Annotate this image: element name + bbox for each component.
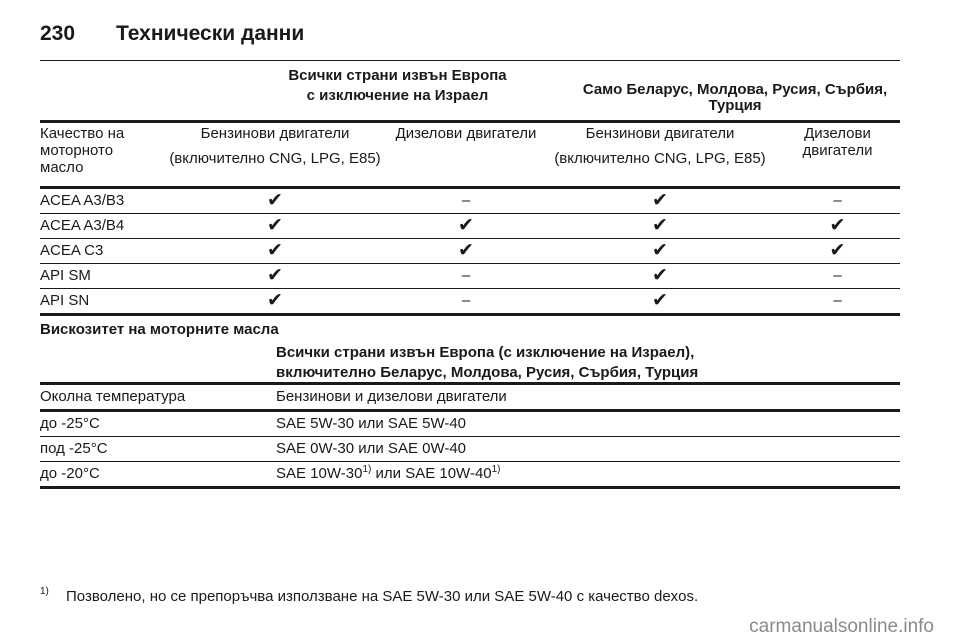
check-icon: ✔: [267, 290, 283, 311]
viscosity-part1: SAE 10W-30: [276, 465, 363, 482]
group-only-countries: Само Беларус, Молдова, Русия, Сърбия, Турция: [582, 81, 888, 114]
check-icon: ✔: [652, 265, 668, 286]
viscosity-part2: или SAE 10W-40: [371, 465, 492, 482]
page-header: [40, 14, 304, 54]
dash-mark: –: [461, 192, 471, 209]
footnote-ref: 1): [362, 464, 372, 475]
footnote: [40, 588, 698, 605]
row-label: API SN: [40, 292, 90, 309]
check-icon: ✔: [458, 240, 474, 261]
check-icon: ✔: [267, 190, 283, 211]
viscosity-head-line2: включително Беларус, Молдова, Русия, Сърбия, Турция: [276, 364, 699, 381]
table-row: [40, 214, 900, 239]
page-title: Технически данни: [116, 22, 305, 45]
check-icon: ✔: [652, 215, 668, 236]
footnote-mark: 1): [40, 586, 49, 597]
temp-cell: до -20°C: [40, 465, 100, 482]
check-icon: ✔: [829, 240, 846, 261]
table-row: [40, 189, 900, 214]
check-icon: ✔: [267, 215, 283, 236]
check-icon: ✔: [652, 240, 668, 261]
watermark-text: carmanualsonline.info: [749, 616, 934, 637]
dash-mark: –: [833, 192, 842, 209]
viscosity-cell: SAE 5W-30 или SAE 5W-40: [276, 415, 467, 432]
col-petrol-only-line1: Бензинови двигатели: [585, 125, 735, 142]
temp-cell: до -25°C: [40, 415, 100, 432]
table-row: [40, 239, 900, 264]
dash-mark: –: [461, 267, 471, 284]
group-all-line2: с изключение на Израел: [306, 87, 489, 104]
table-row: [40, 385, 900, 412]
col-petrol-only-line2: (включително CNG, LPG, E85): [554, 150, 766, 167]
footnote-text: Позволено, но се препоръчва използване на SAE 5W-30 или SAE 5W-40 с качество dexos.: [66, 588, 699, 605]
row-label: ACEA A3/B4: [40, 217, 125, 234]
dash-mark: –: [461, 292, 471, 309]
check-icon: ✔: [458, 215, 474, 236]
group-all-countries: [225, 66, 570, 106]
viscosity-cell: SAE 0W-30 или SAE 0W-40: [276, 440, 467, 457]
table-row: [40, 289, 900, 316]
check-icon: ✔: [267, 240, 283, 261]
row-label: ACEA A3/B3: [40, 192, 125, 209]
col-ambient-temp: Околна температура: [40, 388, 186, 405]
col-engines: Бензинови и дизелови двигатели: [276, 388, 507, 405]
row-label: API SM: [40, 267, 91, 284]
viscosity-cell: [276, 465, 501, 482]
table-row: [40, 462, 900, 489]
col-petrol-only: [540, 125, 780, 167]
row-label: ACEA C3: [40, 242, 104, 259]
check-icon: ✔: [652, 190, 668, 211]
group-all-line1: Всички страни извън Европа: [288, 67, 507, 84]
col-oil-quality: Качество на моторното масло: [40, 125, 125, 176]
dash-mark: –: [833, 292, 842, 309]
check-icon: ✔: [267, 265, 283, 286]
col-petrol-all-line2: (включително CNG, LPG, E85): [169, 150, 381, 167]
footnote-ref: 1): [491, 464, 501, 475]
viscosity-head-line1: Всички страни извън Европа (с изключение на Израел),: [276, 344, 695, 361]
viscosity-table: [40, 338, 900, 489]
table-row: [40, 412, 900, 437]
col-diesel-all: Дизелови двигатели: [395, 125, 537, 142]
check-icon: ✔: [829, 215, 846, 236]
table-column-header: [40, 123, 900, 186]
col-diesel-only: Дизелови двигатели: [802, 125, 873, 159]
oil-quality-table: [40, 60, 900, 316]
temp-cell: под -25°C: [40, 440, 108, 457]
table-group-header: [40, 60, 900, 120]
viscosity-section-title: Вискозитет на моторните масла: [40, 321, 279, 338]
table-row: [40, 437, 900, 462]
table-row: [40, 264, 900, 289]
dash-mark: –: [833, 267, 842, 284]
col-petrol-all-line1: Бензинови двигатели: [200, 125, 350, 142]
page-number: 230: [40, 22, 76, 45]
col-petrol-all: [160, 125, 390, 167]
viscosity-table-header: [40, 338, 900, 382]
check-icon: ✔: [652, 290, 668, 311]
